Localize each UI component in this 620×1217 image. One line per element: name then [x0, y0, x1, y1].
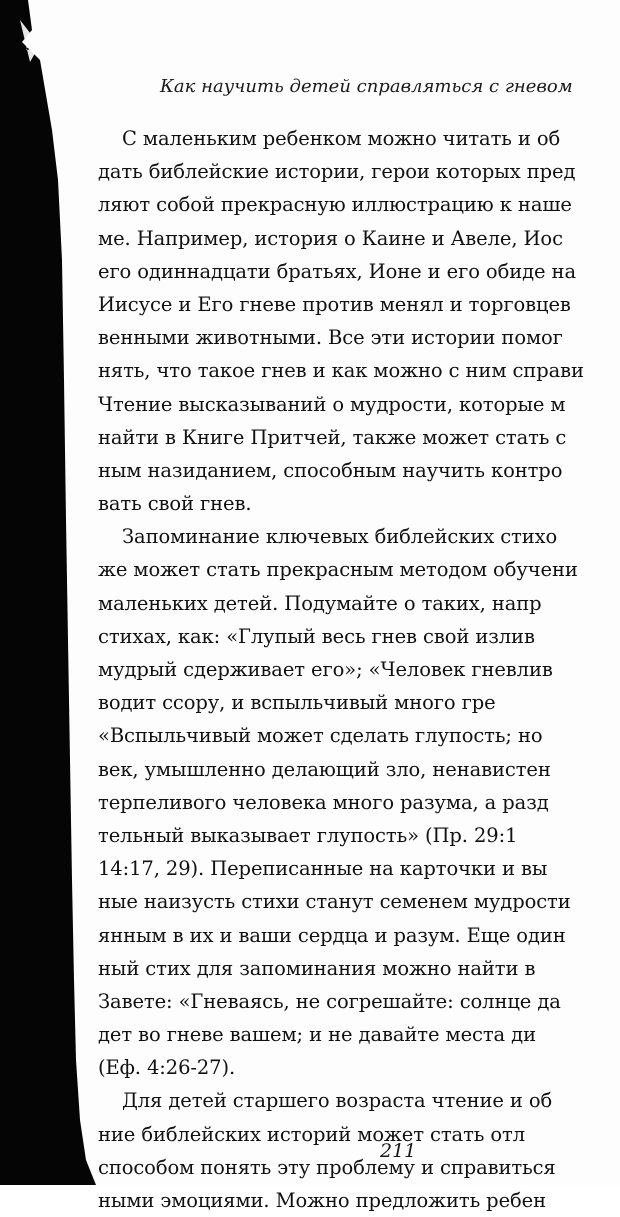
text-line: же может стать прекрасным методом обучени — [98, 558, 578, 582]
text-line: его одиннадцати братьях, Ионе и его обиде на — [98, 259, 576, 283]
scan-spine-shadow — [0, 0, 100, 1185]
text-line: С маленьким ребенком можно читать и об — [122, 127, 561, 150]
text-line: дать библейские истории, герои которых пред — [98, 160, 576, 184]
text-line: тельный выказывает глупость» (Пр. 29:1 — [98, 823, 518, 847]
body-text — [98, 122, 620, 1217]
text-line: янным в их и ваши сердца и разум. Еще один — [98, 923, 566, 947]
text-line: ным назиданием, способным научить контро — [98, 458, 563, 482]
text-line: ние библейских историй может стать отл — [98, 1122, 525, 1146]
text-line: (Еф. 4:26-27). — [98, 1056, 236, 1080]
text-line: Завете: «Гневаясь, не согрешайте: солнце да — [98, 989, 561, 1013]
text-line: ме. Например, история о Каине и Авеле, Иос — [98, 226, 563, 250]
paragraph — [98, 122, 620, 520]
text-line: дет во гневе вашем; и не давайте места ди — [98, 1023, 536, 1047]
paragraph — [98, 520, 620, 1084]
text-line: стихах, как: «Глупый весь гнев свой излив — [98, 624, 535, 648]
text-line: мудрый сдерживает его»; «Человек гневлив — [98, 658, 553, 681]
paragraph — [98, 1084, 620, 1217]
text-line: способом понять эту проблему и справиться — [98, 1155, 556, 1179]
text-line: венными животными. Все эти истории помог — [98, 326, 563, 350]
page-number: 211 — [380, 1140, 417, 1162]
text-line: ный стих для запоминания можно найти в — [98, 956, 536, 980]
text-line: ляют собой прекрасную иллюстрацию к наше — [98, 193, 572, 217]
text-line: Для детей старшего возраста чтение и об — [122, 1089, 553, 1113]
running-head: Как научить детей справляться с гневом — [160, 76, 573, 97]
text-line: вать свой гнев. — [98, 492, 252, 516]
text-line: маленьких детей. Подумайте о таких, напр — [98, 591, 542, 615]
text-line: нять, что такое гнев и как можно с ним справи — [98, 359, 584, 383]
text-line: век, умышленно делающий зло, ненавистен — [98, 757, 551, 781]
text-line: водит ссору, и вспыльчивый много гре — [98, 691, 496, 715]
text-line: Чтение высказываний о мудрости, которые м — [98, 392, 566, 416]
text-line: Запоминание ключевых библейских стихо — [122, 525, 558, 549]
text-line: ные наизусть стихи станут семенем мудрости — [98, 890, 571, 914]
text-line: найти в Книге Притчей, также может стать с — [98, 425, 567, 449]
text-line: ными эмоциями. Можно предложить ребен — [98, 1189, 546, 1212]
text-line: 14:17, 29). Переписанные на карточки и вы — [98, 857, 548, 881]
text-line: терпеливого человека много разума, а разд — [98, 790, 549, 814]
text-line: «Вспыльчивый может сделать глупость; но — [98, 724, 543, 748]
text-line: Иисусе и Его гневе против менял и торговцев — [98, 292, 571, 316]
